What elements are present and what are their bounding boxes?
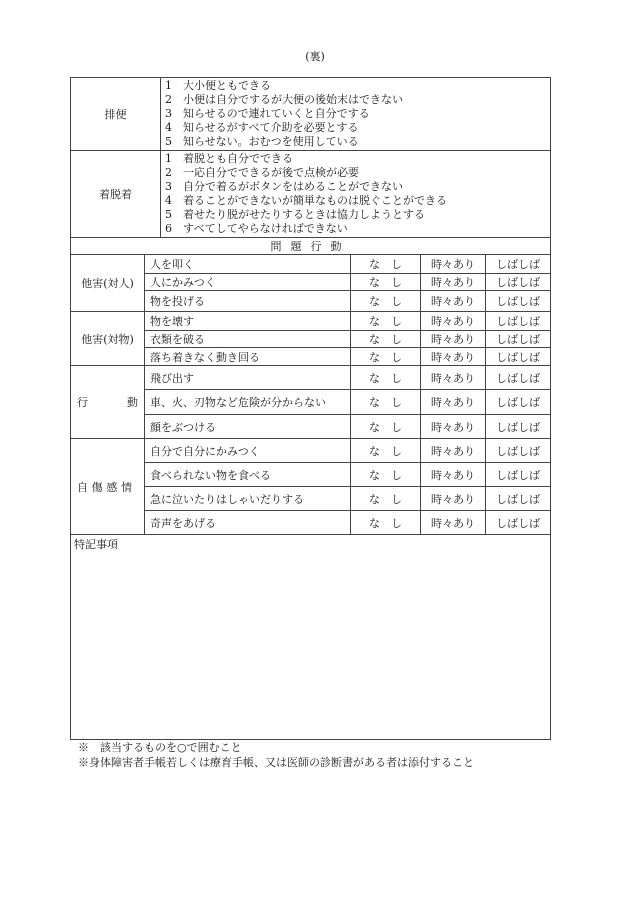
group-label-char: 傷 <box>91 480 103 494</box>
choice-often[interactable]: しばしば <box>486 390 551 415</box>
choice-often[interactable]: しばしば <box>486 312 551 331</box>
behavior-section-header: 問題行動 <box>71 238 551 255</box>
dressing-options <box>161 151 551 238</box>
choice-none[interactable]: な し <box>351 390 421 415</box>
excretion-label: 排便 <box>71 78 161 151</box>
choice-often[interactable]: しばしば <box>486 487 551 511</box>
footnote: ※身体障害者手帳若しくは療育手帳、又は医師の診断書がある者は添付すること <box>78 756 474 769</box>
excretion-option[interactable]: 2 小便は自分でするが大便の後始末はできない <box>165 93 403 106</box>
choice-sometimes[interactable]: 時々あり <box>421 255 486 274</box>
assessment-form-table <box>70 77 551 740</box>
choice-none[interactable]: な し <box>351 366 421 390</box>
choice-none[interactable]: な し <box>351 439 421 463</box>
dressing-option[interactable]: 2 一応自分でできるが後で点検が必要 <box>165 166 359 179</box>
choice-none[interactable]: な し <box>351 511 421 535</box>
footnotes <box>78 740 474 770</box>
choice-sometimes[interactable]: 時々あり <box>421 291 486 312</box>
group-label-char: 自 <box>77 480 88 494</box>
choice-often[interactable]: しばしば <box>486 463 551 487</box>
dressing-label: 着脱着 <box>71 151 161 238</box>
page-heading: (裏) <box>305 50 325 63</box>
behavior-item: 落ち着きなく動き回る <box>145 348 351 366</box>
behavior-item: 奇声をあげる <box>145 511 351 535</box>
special-notes-label: 特記事項 <box>74 538 118 551</box>
excretion-option[interactable]: 3 知らせるので連れていくと自分でする <box>165 107 370 120</box>
special-notes-field[interactable] <box>71 535 551 740</box>
behavior-item: 物を壊す <box>145 312 351 331</box>
group-label-harm-object: 他害(対物) <box>71 312 145 366</box>
choice-often[interactable]: しばしば <box>486 366 551 390</box>
group-label-behavior <box>71 366 145 439</box>
choice-none[interactable]: な し <box>351 415 421 439</box>
behavior-item: 自分で自分にかみつく <box>145 439 351 463</box>
excretion-option[interactable]: 1 大小便ともできる <box>165 79 271 92</box>
excretion-option[interactable]: 5 知らせない。おむつを使用している <box>165 135 359 148</box>
group-label-char: 情 <box>120 480 132 494</box>
choice-none[interactable]: な し <box>351 312 421 331</box>
choice-none[interactable]: な し <box>351 255 421 274</box>
choice-often[interactable]: しばしば <box>486 255 551 274</box>
choice-sometimes[interactable]: 時々あり <box>421 487 486 511</box>
group-label-char: 動 <box>127 396 138 409</box>
behavior-item: 衣類を破る <box>145 331 351 348</box>
choice-sometimes[interactable]: 時々あり <box>421 312 486 331</box>
choice-none[interactable]: な し <box>351 331 421 348</box>
choice-sometimes[interactable]: 時々あり <box>421 511 486 535</box>
choice-none[interactable]: な し <box>351 291 421 312</box>
choice-sometimes[interactable]: 時々あり <box>421 415 486 439</box>
choice-often[interactable]: しばしば <box>486 511 551 535</box>
dressing-option[interactable]: 5 着せたり脱がせたりするときは協力しようとする <box>165 208 425 221</box>
behavior-item: 食べられない物を食べる <box>145 463 351 487</box>
group-label-char: 行 <box>77 396 88 409</box>
choice-sometimes[interactable]: 時々あり <box>421 390 486 415</box>
choice-often[interactable]: しばしば <box>486 348 551 366</box>
dressing-option[interactable]: 6 すべてしてやらなければできない <box>165 222 348 235</box>
excretion-option[interactable]: 4 知らせるがすべて介助を必要とする <box>165 121 359 134</box>
choice-often[interactable]: しばしば <box>486 331 551 348</box>
behavior-item: 人にかみつく <box>145 274 351 291</box>
group-label-self-harm-emotion <box>71 439 145 535</box>
group-label-char: 感 <box>106 480 118 494</box>
choice-often[interactable]: しばしば <box>486 439 551 463</box>
behavior-item: 人を叩く <box>145 255 351 274</box>
choice-often[interactable]: しばしば <box>486 291 551 312</box>
behavior-item: 飛び出す <box>145 366 351 390</box>
excretion-options <box>161 78 551 151</box>
choice-sometimes[interactable]: 時々あり <box>421 331 486 348</box>
behavior-item: 車、火、刃物など危険が分からない <box>145 390 351 415</box>
choice-none[interactable]: な し <box>351 274 421 291</box>
choice-sometimes[interactable]: 時々あり <box>421 348 486 366</box>
dressing-option[interactable]: 4 着ることができないが簡単なものは脱ぐことができる <box>165 194 447 207</box>
dressing-option[interactable]: 3 自分で着るがボタンをはめることができない <box>165 180 403 193</box>
choice-sometimes[interactable]: 時々あり <box>421 463 486 487</box>
choice-none[interactable]: な し <box>351 463 421 487</box>
choice-none[interactable]: な し <box>351 487 421 511</box>
choice-sometimes[interactable]: 時々あり <box>421 366 486 390</box>
choice-often[interactable]: しばしば <box>486 274 551 291</box>
choice-sometimes[interactable]: 時々あり <box>421 274 486 291</box>
behavior-item: 急に泣いたりはしゃいだりする <box>145 487 351 511</box>
choice-none[interactable]: な し <box>351 348 421 366</box>
behavior-item: 顔をぶつける <box>145 415 351 439</box>
group-label-harm-person: 他害(対人) <box>71 255 145 312</box>
behavior-item: 物を投げる <box>145 291 351 312</box>
choice-often[interactable]: しばしば <box>486 415 551 439</box>
dressing-option[interactable]: 1 着脱とも自分でできる <box>165 152 293 165</box>
choice-sometimes[interactable]: 時々あり <box>421 439 486 463</box>
footnote: ※ 該当するものを○で囲むこと <box>78 741 242 754</box>
